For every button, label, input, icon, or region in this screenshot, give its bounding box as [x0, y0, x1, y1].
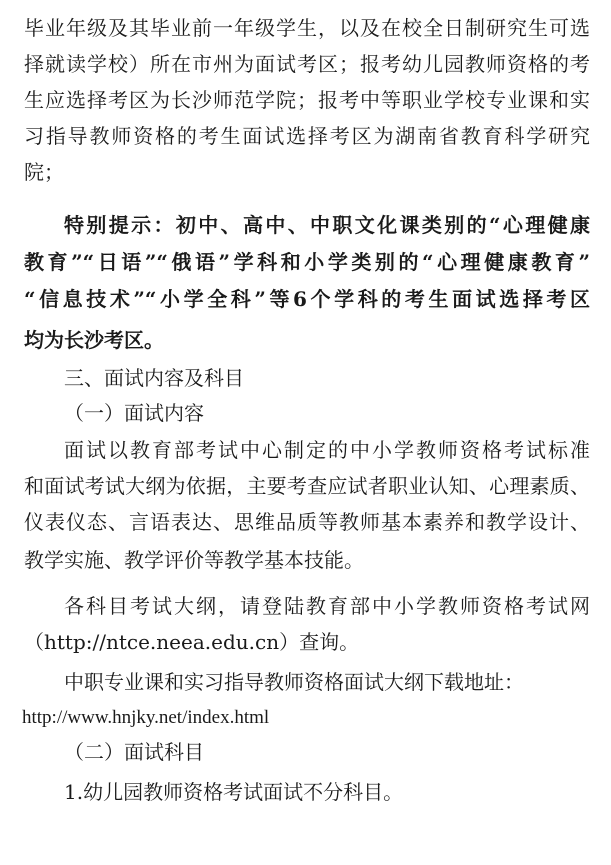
subsection-heading: （二）面试科目 [64, 740, 204, 764]
paragraph-line: 面试以教育部考试中心制定的中小学教师资格考试标准 [64, 438, 590, 462]
notice-line: 特别提示：初中、高中、中职文化课类别的“心理健康 [64, 213, 590, 237]
paragraph-line: 和面试考试大纲为依据，主要考查应试者职业认知、心理素质、 [24, 474, 590, 498]
subsection-heading: （一）面试内容 [64, 401, 204, 425]
paragraph-line: 生应选择考区为长沙师范学院；报考中等职业学校专业课和实 [24, 88, 590, 112]
notice-line: 教育”“日语”“俄语”学科和小学类别的“心理健康教育” [24, 250, 590, 274]
paragraph-line: 教学实施、教学评价等教学基本技能。 [24, 548, 364, 572]
download-url-link[interactable]: http://www.hnjky.net/index.html [22, 707, 270, 728]
section-heading: 三、面试内容及科目 [64, 366, 244, 390]
paragraph-line: 中职专业课和实习指导教师资格面试大纲下载地址： [64, 670, 524, 694]
paragraph-line: 院； [24, 160, 64, 184]
paragraph-line: 各科目考试大纲，请登陆教育部中小学教师资格考试网 [64, 594, 590, 618]
paragraph-line: 毕业年级及其毕业前一年级学生，以及在校全日制研究生可选 [24, 16, 590, 40]
paragraph-line: 择就读学校）所在市州为面试考区；报考幼儿园教师资格的考 [24, 52, 590, 76]
notice-line: “信息技术”“小学全科”等6个学科的考生面试选择考区 [24, 287, 590, 311]
paragraph-line: 习指导教师资格的考生面试选择考区为湖南省教育科学研究 [24, 124, 590, 148]
paragraph-line: 仪表仪态、言语表达、思维品质等教师基本素养和教学设计、 [24, 510, 590, 534]
exam-website-link[interactable]: （http://ntce.neea.edu.cn）查询。 [24, 630, 360, 654]
notice-line: 均为长沙考区。 [24, 328, 164, 352]
list-item: 1.幼儿园教师资格考试面试不分科目。 [64, 780, 404, 804]
